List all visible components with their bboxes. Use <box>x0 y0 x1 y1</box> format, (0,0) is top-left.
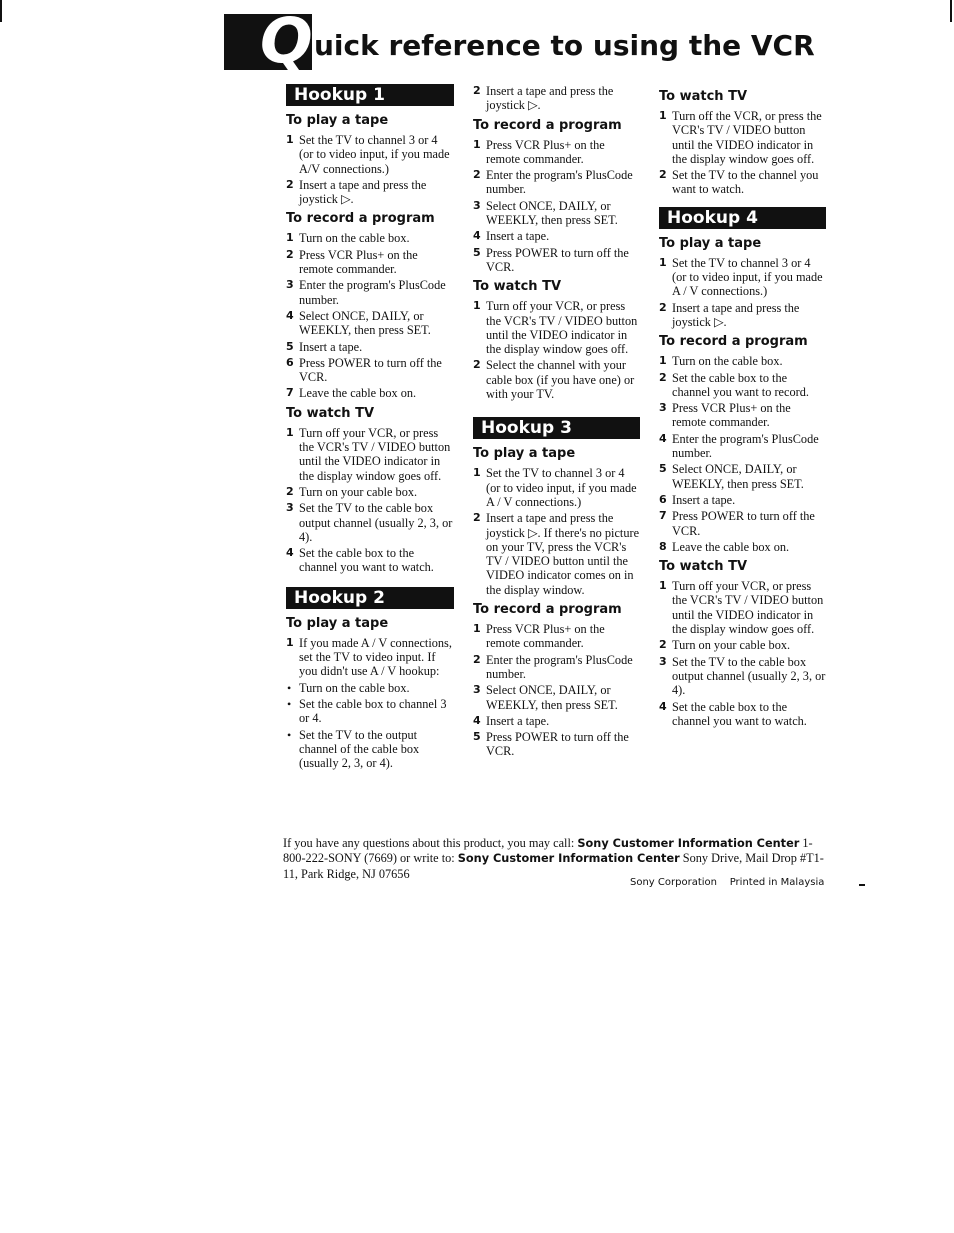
step-item <box>286 133 454 176</box>
step-item <box>286 278 454 307</box>
footer-text-3: Sony Drive, Mail Drop #T1-11, Park Ridge, NJ 07656 <box>283 851 824 881</box>
footer-bold-1: Sony Customer Information Center <box>577 837 800 850</box>
step-text: Set the TV to channel 3 or 4 (or to video input, if you made A / V connections.) <box>672 255 823 299</box>
section-heading: To play a tape <box>473 446 576 462</box>
step-item <box>473 246 640 275</box>
step-number: 1 <box>659 579 667 593</box>
step-number: 1 <box>286 425 294 439</box>
step-number: 2 <box>473 511 481 525</box>
step-item <box>473 358 640 401</box>
step-item <box>473 199 640 228</box>
step-item <box>659 579 826 636</box>
section-heading: To record a program <box>473 602 622 618</box>
footer-text-2: 1-800-222-SONY (7669) or write to: <box>283 836 813 866</box>
step-item <box>286 546 454 575</box>
step-list <box>286 426 454 575</box>
step-item <box>473 229 640 243</box>
step-text: Insert a tape and press the joystick ▷. <box>486 84 614 113</box>
step-number: 3 <box>286 278 294 292</box>
step-text: Leave the cable box on. <box>299 386 417 401</box>
step-text: Set the TV to channel 3 or 4 (or to video input, if you made A / V connections.) <box>486 466 637 509</box>
step-text: Turn off your VCR, or press the VCR's TV / VIDEO button until the VIDEO indicator in the display window goes off. <box>486 299 638 357</box>
step-item <box>659 168 826 197</box>
step-number: 4 <box>659 431 667 445</box>
hookup-heading: Hookup 2 <box>286 587 454 609</box>
column-right <box>659 84 826 730</box>
bullet-item <box>286 697 454 726</box>
step-text: Select the channel with your cable box (if you have one) or with your TV. <box>486 358 635 402</box>
step-item <box>286 501 454 544</box>
step-item <box>659 301 826 330</box>
step-number: 3 <box>659 401 667 415</box>
footer-text-1: If you have any questions about this product, you may call: <box>283 836 575 850</box>
step-number: 5 <box>473 730 481 744</box>
step-item <box>473 299 640 356</box>
step-list <box>659 354 826 554</box>
step-list <box>473 466 640 597</box>
step-number: 3 <box>473 683 481 697</box>
step-text: Insert a tape. <box>486 713 550 728</box>
step-text: Insert a tape and press the joystick ▷. <box>299 177 427 207</box>
column-middle <box>473 84 640 761</box>
step-item <box>473 466 640 509</box>
footer-bold-2: Sony Customer Information Center <box>457 852 680 866</box>
step-item <box>659 462 826 491</box>
step-number: 4 <box>286 546 294 560</box>
step-text: Turn off your VCR, or press the VCR's TV / VIDEO button until the VIDEO indicator in the display window goes off. <box>672 579 824 637</box>
step-number: 4 <box>659 699 667 713</box>
step-text: Turn on the cable box. <box>672 354 783 369</box>
step-list <box>659 109 826 197</box>
step-item <box>659 655 826 698</box>
step-text: Press POWER to turn off the VCR. <box>486 730 629 759</box>
section-heading: To play a tape <box>659 235 762 251</box>
spacer <box>473 403 640 417</box>
scan-mark <box>0 0 2 22</box>
step-number: 1 <box>659 354 667 368</box>
bullet-text: Set the TV to the output channel of the cable box (usually 2, 3, or 4). <box>299 727 420 771</box>
spacer <box>286 577 454 587</box>
step-number: 2 <box>659 168 667 182</box>
step-number: 4 <box>286 308 294 322</box>
step-item <box>473 84 640 113</box>
step-item <box>286 356 454 385</box>
step-number: 4 <box>473 229 481 243</box>
step-text: Turn on your cable box. <box>672 638 791 653</box>
step-number: 5 <box>286 339 294 353</box>
step-item <box>659 540 826 554</box>
step-text: Set the TV to the cable box output channel (usually 2, 3, or 4). <box>672 654 826 698</box>
step-item <box>473 730 640 759</box>
step-number: 2 <box>473 84 481 97</box>
step-item <box>659 509 826 538</box>
scan-mark <box>950 0 952 22</box>
step-number: 7 <box>286 386 294 400</box>
corporation-line <box>630 877 824 888</box>
step-item <box>286 426 454 483</box>
step-text: Turn on your cable box. <box>299 484 418 499</box>
step-item <box>286 231 454 245</box>
step-list <box>659 256 826 329</box>
step-text: Enter the program's PlusCode number. <box>486 652 633 681</box>
hookup-heading: Hookup 1 <box>286 84 454 106</box>
step-number: 3 <box>659 654 667 668</box>
step-text: Insert a tape and press the joystick ▷. <box>672 300 800 329</box>
step-text: Press POWER to turn off the VCR. <box>299 355 442 385</box>
step-number: 1 <box>473 299 481 313</box>
step-text: Turn on the cable box. <box>299 231 410 246</box>
step-item <box>286 309 454 338</box>
step-number: 1 <box>286 635 294 649</box>
step-text: Set the cable box to the channel you want to record. <box>672 370 809 399</box>
section-heading: To watch TV <box>659 559 748 575</box>
spacer <box>659 199 826 207</box>
step-number: 1 <box>286 133 294 146</box>
section-heading: To watch TV <box>659 89 748 104</box>
section-heading: To watch TV <box>286 405 375 421</box>
step-text: Set the cable box to the channel you want to watch. <box>299 546 434 575</box>
step-text: Press POWER to turn off the VCR. <box>672 509 815 538</box>
step-item <box>659 401 826 430</box>
bullet-text: Turn on the cable box. <box>299 680 410 695</box>
step-item <box>659 432 826 461</box>
bullet-item <box>286 681 454 695</box>
step-list <box>659 579 826 728</box>
step-number: 1 <box>286 231 294 245</box>
step-item <box>473 138 640 167</box>
page-title: uick reference to using the VCR <box>314 29 815 62</box>
scan-mark <box>859 884 865 886</box>
step-list <box>473 84 640 113</box>
step-text: Select ONCE, DAILY, or WEEKLY, then press SET. <box>486 683 618 712</box>
step-number: 1 <box>659 109 667 122</box>
step-list <box>286 636 454 679</box>
step-number: 2 <box>473 652 481 666</box>
step-text: Select ONCE, DAILY, or WEEKLY, then press SET. <box>299 308 431 338</box>
bullet-list <box>286 681 454 771</box>
section-heading: To watch TV <box>473 279 562 295</box>
section-heading: To record a program <box>473 117 622 133</box>
step-number: 7 <box>659 509 667 523</box>
step-number: 6 <box>659 492 667 506</box>
step-list <box>473 299 640 401</box>
section-heading: To record a program <box>659 334 808 350</box>
step-text: Press VCR Plus+ on the remote commander. <box>299 247 418 277</box>
step-text: Insert a tape. <box>486 229 550 244</box>
step-text: Insert a tape and press the joystick ▷. If there's no picture on your TV, press the VCR's TV / VIDEO button until the VIDEO indicator comes on in the display window. <box>486 511 640 597</box>
step-item <box>659 493 826 507</box>
step-item <box>659 371 826 400</box>
step-item <box>286 636 454 679</box>
step-text: Press VCR Plus+ on the remote commander. <box>672 401 791 430</box>
step-item <box>473 683 640 712</box>
step-number: 2 <box>659 300 667 314</box>
step-item <box>286 178 454 207</box>
section-heading: To play a tape <box>286 615 389 631</box>
contact-footer <box>283 836 828 881</box>
step-text: Select ONCE, DAILY, or WEEKLY, then press SET. <box>486 198 618 228</box>
step-list <box>473 138 640 275</box>
step-text: Select ONCE, DAILY, or WEEKLY, then press SET. <box>672 462 804 491</box>
corp-printed: Printed in Malaysia <box>729 877 825 888</box>
step-number: 5 <box>473 245 481 259</box>
step-number: 2 <box>286 484 294 498</box>
step-item <box>659 354 826 368</box>
step-text: Insert a tape. <box>672 492 736 507</box>
step-number: 2 <box>659 638 667 652</box>
hookup-heading: Hookup 3 <box>473 417 640 439</box>
step-number: 1 <box>659 255 667 269</box>
bullet-text: Set the cable box to channel 3 or 4. <box>299 696 447 726</box>
step-text: If you made A / V connections, set the TV to video input. If you didn't use A / V hookup: <box>299 635 452 679</box>
bullet-dot-icon: • <box>287 696 292 711</box>
step-item <box>286 248 454 277</box>
bullet-dot-icon: • <box>287 727 292 742</box>
step-number: 3 <box>286 501 294 515</box>
step-item <box>659 256 826 299</box>
step-text: Enter the program's PlusCode number. <box>486 168 633 197</box>
bullet-dot-icon: • <box>287 680 292 695</box>
step-number: 2 <box>473 358 481 372</box>
column-left <box>286 84 454 772</box>
step-text: Turn off your VCR, or press the VCR's TV / VIDEO button until the VIDEO indicator in the display window goes off. <box>299 425 451 483</box>
title-q-letter: Q <box>260 4 313 77</box>
step-number: 8 <box>659 539 667 553</box>
step-item <box>286 485 454 499</box>
step-item <box>473 622 640 651</box>
corp-company: Sony Corporation <box>630 877 717 888</box>
hookup-heading: Hookup 4 <box>659 207 826 229</box>
step-item <box>473 168 640 197</box>
step-number: 3 <box>473 198 481 212</box>
step-number: 2 <box>286 247 294 261</box>
step-text: Insert a tape. <box>299 339 363 354</box>
step-number: 5 <box>659 462 667 476</box>
step-item <box>286 340 454 354</box>
step-text: Set the cable box to the channel you want to watch. <box>672 699 807 728</box>
step-item <box>473 653 640 682</box>
step-item <box>659 638 826 652</box>
step-text: Set the TV to channel 3 or 4 (or to video input, if you made A/V connections.) <box>299 133 450 176</box>
step-item <box>473 714 640 728</box>
step-number: 4 <box>473 713 481 727</box>
step-item <box>659 109 826 166</box>
step-text: Set the TV to the channel you want to watch. <box>672 168 819 197</box>
step-number: 2 <box>286 177 294 191</box>
step-number: 6 <box>286 355 294 369</box>
step-item <box>659 700 826 729</box>
step-text: Enter the program's PlusCode number. <box>299 278 446 307</box>
step-text: Enter the program's PlusCode number. <box>672 431 819 461</box>
step-number: 1 <box>473 137 481 151</box>
step-number: 1 <box>473 622 481 636</box>
step-text: Press VCR Plus+ on the remote commander. <box>486 622 605 651</box>
step-text: Press VCR Plus+ on the remote commander. <box>486 137 605 166</box>
bullet-item <box>286 728 454 771</box>
section-heading: To record a program <box>286 211 435 227</box>
step-number: 2 <box>659 370 667 384</box>
step-list <box>286 133 454 206</box>
step-list <box>286 231 454 400</box>
step-text: Press POWER to turn off the VCR. <box>486 245 629 274</box>
step-text: Set the TV to the cable box output channel (usually 2, 3, or 4). <box>299 501 453 544</box>
step-number: 1 <box>473 466 481 480</box>
step-number: 2 <box>473 168 481 182</box>
step-item <box>473 511 640 597</box>
section-heading: To play a tape <box>286 113 389 128</box>
step-item <box>286 386 454 400</box>
step-text: Turn off the VCR, or press the VCR's TV / VIDEO button until the VIDEO indicator in the display window goes off. <box>672 109 822 166</box>
step-text: Leave the cable box on. <box>672 539 790 554</box>
step-list <box>473 622 640 759</box>
